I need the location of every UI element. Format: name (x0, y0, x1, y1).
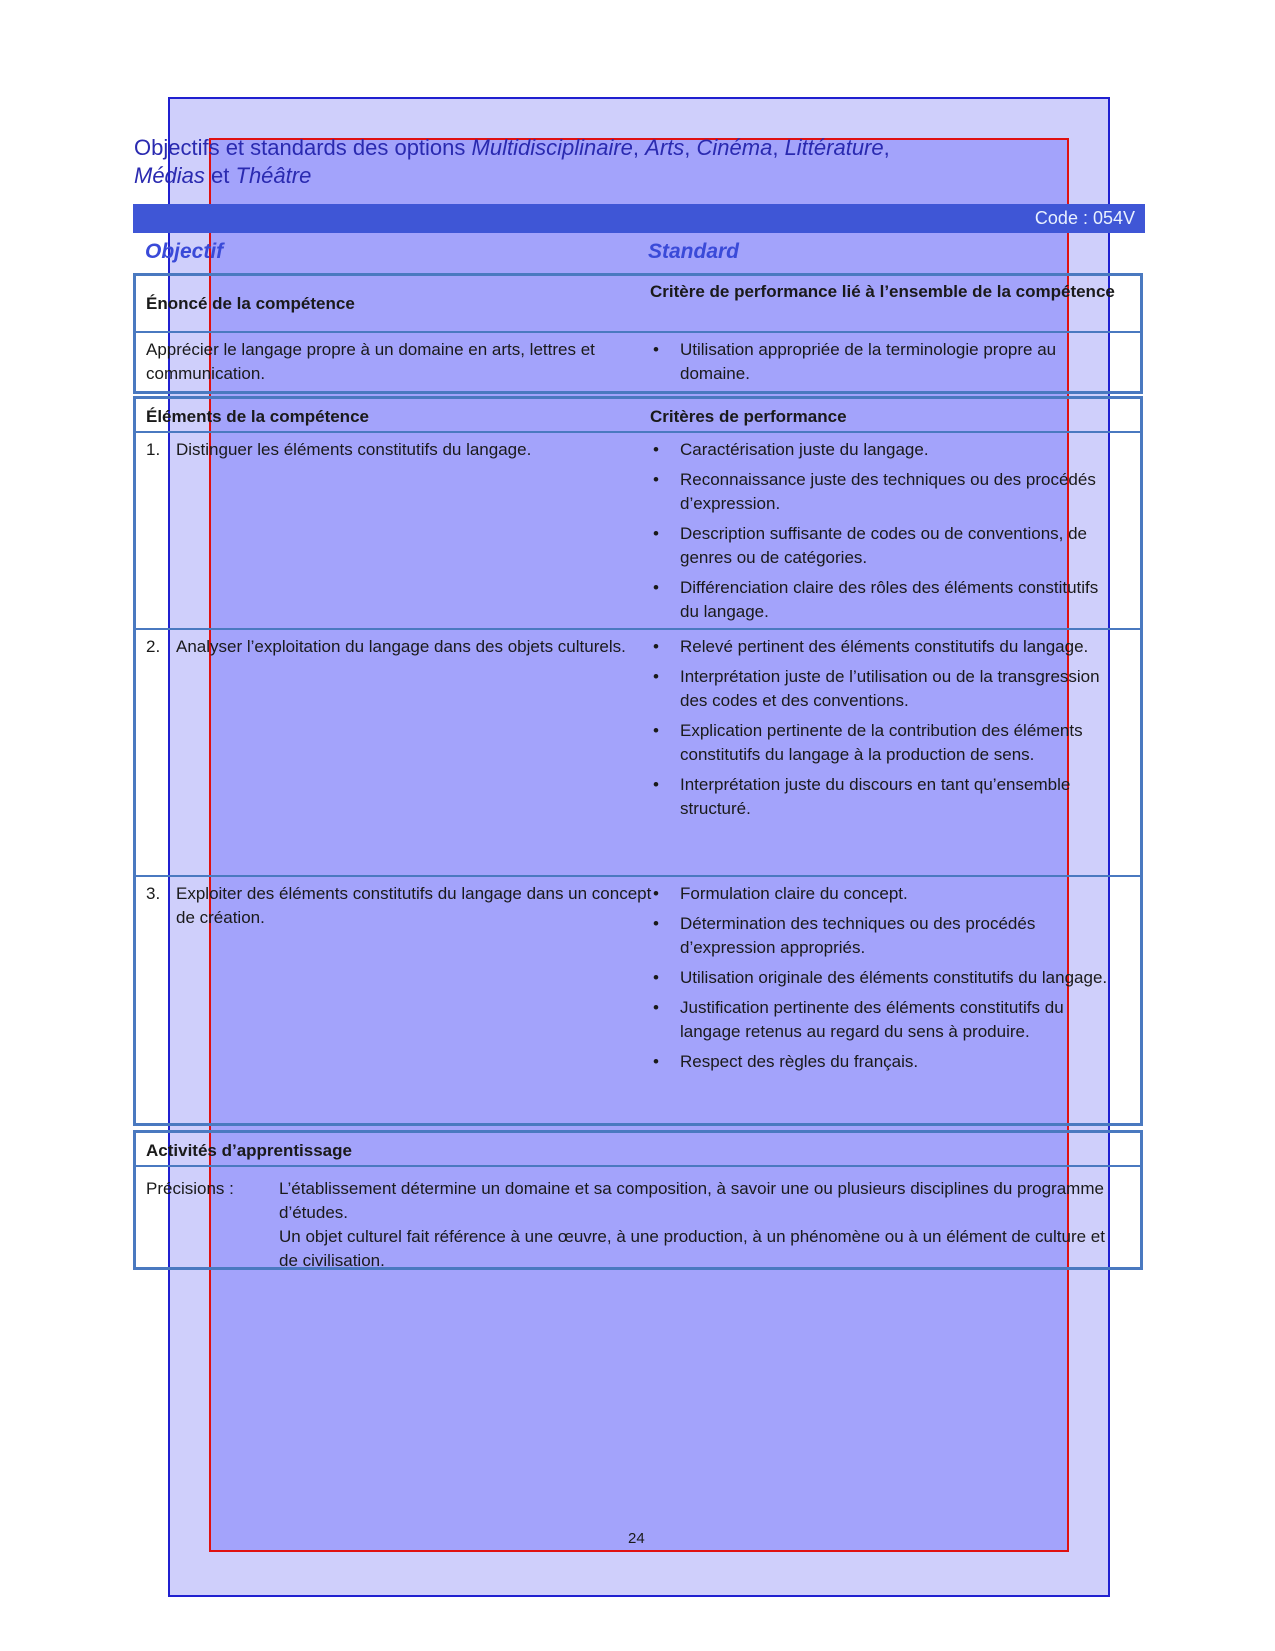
criterion-item: • Justification pertinente des éléments constitutifs du langage retenus au regard du sens à produire. (650, 996, 1120, 1044)
elements-table (133, 396, 1143, 1126)
criterion-item: • Formulation claire du concept. (650, 882, 1120, 906)
criterion-item: • Caractérisation juste du langage. (650, 438, 1120, 462)
element-row-3 (136, 877, 1140, 1125)
title-option: Médias (134, 163, 205, 188)
competence-row (136, 333, 1140, 393)
precisions-row (136, 1167, 1140, 1269)
element-number: 2. (146, 637, 161, 656)
precisions-label: Précisions : (146, 1179, 234, 1198)
title-option: Arts (645, 135, 685, 160)
precision-paragraph: L’établissement détermine un domaine et sa composition, à savoir une ou plusieurs disciplines du programme d’études. (279, 1179, 1104, 1222)
element-item (146, 635, 656, 659)
criteria-list (650, 882, 1120, 1080)
criterion-item: • Différenciation claire des rôles des éléments constitutifs du langage. (650, 576, 1120, 624)
title-option: Littérature (784, 135, 884, 160)
code-band (133, 204, 1145, 233)
element-number: 1. (146, 440, 161, 459)
competence-header-row (136, 276, 1140, 333)
criterion-item: • Utilisation originale des éléments constitutifs du langage. (650, 966, 1120, 990)
element-text: Distinguer les éléments constitutifs du langage. (176, 440, 532, 459)
page-title (134, 134, 1034, 190)
course-code: Code : 054V (1034, 208, 1135, 228)
criterion-item: • Utilisation appropriée de la terminologie propre au domaine. (650, 338, 1120, 386)
title-option: Multidisciplinaire (471, 135, 633, 160)
enonce-text: Apprécier le langage propre à un domaine en arts, lettres et communication. (146, 340, 595, 383)
activites-header-row (136, 1133, 1140, 1167)
precisions-text (279, 1177, 1109, 1273)
activites-header: Activités d’apprentissage (146, 1141, 352, 1160)
element-number: 3. (146, 884, 161, 903)
element-row-1 (136, 433, 1140, 630)
criterion-item: • Détermination des techniques ou des procédés d’expression appropriés. (650, 912, 1120, 960)
enonce-header: Énoncé de la compétence (146, 294, 355, 313)
critere-ensemble-header: Critère de performance lié à l’ensemble de la compétence (650, 282, 1115, 301)
title-separator: , (772, 135, 785, 160)
page-number: 24 (628, 1530, 645, 1547)
criteres-header: Critères de performance (650, 407, 847, 426)
activites-table (133, 1130, 1143, 1270)
elements-header-row (136, 399, 1140, 433)
objectif-header: Objectif (145, 240, 224, 263)
title-text: Objectifs et standards des options (134, 135, 472, 160)
competence-table (133, 273, 1143, 394)
criteria-list (650, 635, 1120, 827)
criteria-list (650, 438, 1120, 630)
title-separator: , (883, 135, 890, 160)
criterion-item: • Interprétation juste du discours en tant qu’ensemble structuré. (650, 773, 1120, 821)
criterion-item: • Interprétation juste de l’utilisation ou de la transgression des codes et des conventions. (650, 665, 1120, 713)
element-item (146, 882, 656, 930)
element-row-2 (136, 630, 1140, 877)
element-item (146, 438, 656, 462)
element-text: Analyser l’exploitation du langage dans des objets culturels. (176, 637, 626, 656)
column-headers (133, 236, 1145, 266)
precision-paragraph: Un objet culturel fait référence à une œuvre, à une production, à un phénomène ou à un élément de culture et de civilisation. (279, 1227, 1105, 1270)
critere-ensemble-list (650, 338, 1120, 392)
standard-header: Standard (648, 240, 740, 263)
element-text: Exploiter des éléments constitutifs du langage dans un concept de création. (176, 884, 652, 927)
title-option: Cinéma (696, 135, 773, 160)
title-separator: , (632, 135, 646, 160)
criterion-item: • Relevé pertinent des éléments constitutifs du langage. (650, 635, 1120, 659)
title-separator: , (684, 135, 697, 160)
criterion-item: • Reconnaissance juste des techniques ou des procédés d’expression. (650, 468, 1120, 516)
criterion-item: • Description suffisante de codes ou de conventions, de genres ou de catégories. (650, 522, 1120, 570)
title-text: et (204, 163, 236, 188)
criterion-item: • Respect des règles du français. (650, 1050, 1120, 1074)
criterion-item: • Explication pertinente de la contribution des éléments constitutifs du langage à la production de sens. (650, 719, 1120, 767)
elements-header: Éléments de la compétence (146, 407, 369, 426)
title-option: Théâtre (235, 163, 312, 188)
